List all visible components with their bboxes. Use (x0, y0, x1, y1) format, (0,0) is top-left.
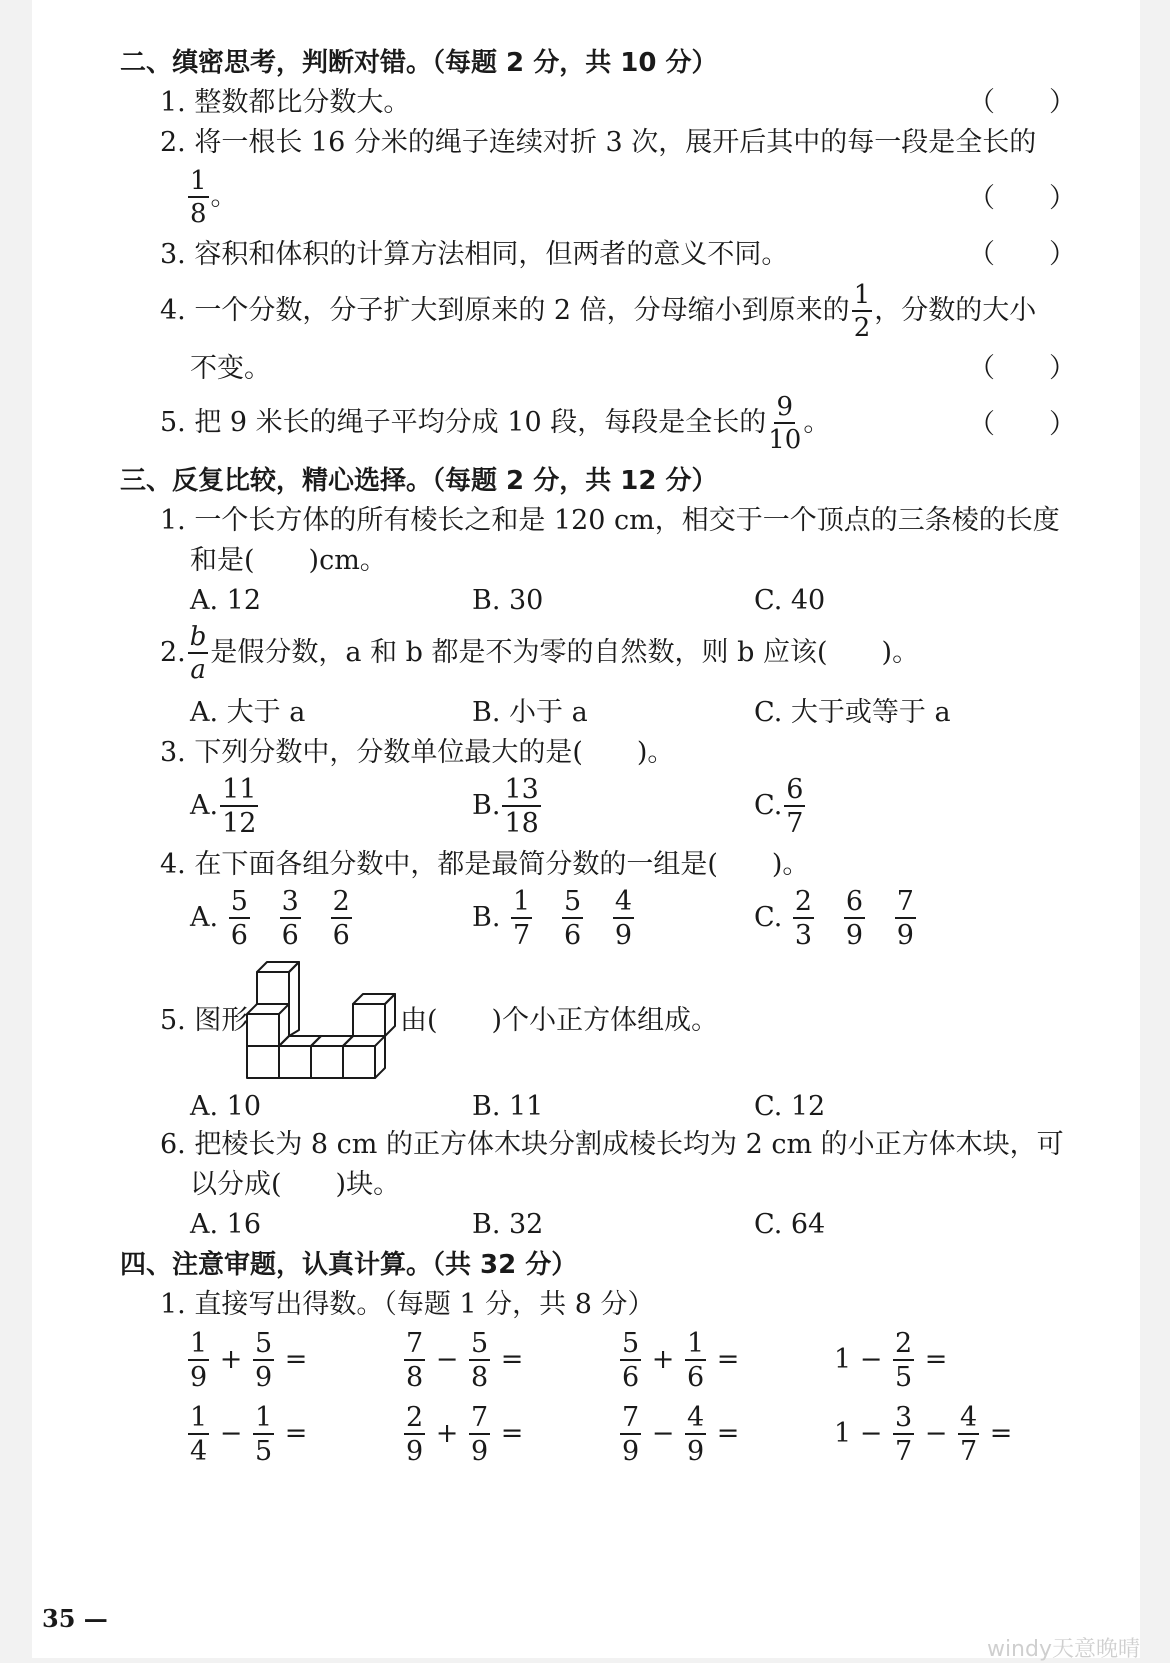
s3-q2-option-c[interactable]: C. 大于或等于 a (754, 697, 951, 728)
s3-q3-option-a[interactable]: A. $\frac{11}{12}$ (190, 774, 257, 839)
s3-q4-option-a[interactable]: A. $\frac{5}{6}$ $\frac{3}{6}$ $\frac{2}{6}$ (190, 886, 350, 951)
s3-q2-option-a[interactable]: A. 大于 a (190, 697, 306, 728)
section-2-heading: 二、缜密思考，判断对错。（每题 2 分，共 10 分） (120, 48, 718, 78)
s3-question-4: 4. 在下面各组分数中，都是最简分数的一组是( )。 (160, 849, 810, 880)
s3-q4-option-c[interactable]: C. $\frac{2}{3}$ $\frac{6}{9}$ $\frac{7}{9}$ (754, 886, 914, 951)
s2-q4-answer-paren[interactable]: （ ） (968, 353, 1076, 384)
s3-q5-option-b[interactable]: B. 11 (472, 1091, 544, 1122)
calc-5-6-plus-1-6: $\frac{5}{6}$ + $\frac{1}{6}$ = (622, 1328, 740, 1393)
s3-q5-option-a[interactable]: A. 10 (190, 1091, 262, 1122)
calc-1-9-plus-5-9: $\frac{1}{9}$ + $\frac{5}{9}$ = (190, 1328, 308, 1393)
s3-q1-option-c[interactable]: C. 40 (754, 585, 826, 616)
fraction: $\frac{11}{12}$ (222, 774, 257, 839)
s3-q2-option-b[interactable]: B. 小于 a (472, 697, 588, 728)
s3-q3-option-c[interactable]: C. $\frac{6}{7}$ (754, 774, 804, 839)
s2-question-4: 4. 一个分数，分子扩大到原来的 2 倍，分母缩小到原来的 $\frac{1}{2}$ ，分数的大小 (160, 280, 1037, 343)
s4-question-1: 1. 直接写出得数。（每题 1 分，共 8 分） (160, 1289, 655, 1320)
s3-q1-option-a[interactable]: A. 12 (190, 585, 262, 616)
s2-question-3: 3. 容积和体积的计算方法相同，但两者的意义不同。 (160, 239, 789, 270)
fraction: $\frac{13}{18}$ (504, 774, 539, 839)
calc-1-minus-3-7-minus-4-7: 1 − $\frac{3}{7}$ − $\frac{4}{7}$ = (834, 1402, 1013, 1467)
section-4-heading: 四、注意审题，认真计算。（共 32 分） (120, 1250, 578, 1280)
s2-q4-continuation: 不变。 (190, 353, 271, 384)
s3-q1-continuation: 和是( )cm。 (190, 545, 387, 576)
s3-q6-option-b[interactable]: B. 32 (472, 1209, 544, 1240)
fraction: $\frac{5}{6}$ (563, 886, 582, 951)
fraction: $\frac{1}{7}$ (513, 886, 531, 951)
fraction: $\frac{3}{6}$ (281, 886, 299, 951)
s2-q1-answer-paren[interactable]: （ ） (968, 87, 1076, 118)
fraction-nine-tenths: $\frac{9}{10}$ (768, 392, 802, 455)
fraction-one-eighth: $\frac{1}{8}$ (190, 166, 207, 229)
s3-question-6: 6. 把棱长为 8 cm 的正方体木块分割成棱长均为 2 cm 的小正方体木块，可 (160, 1129, 1064, 1160)
s3-q6-option-a[interactable]: A. 16 (190, 1209, 262, 1240)
fraction: $\frac{4}{9}$ (614, 886, 633, 951)
calc-1-minus-2-5: 1 − $\frac{2}{5}$ = (834, 1328, 948, 1393)
s3-question-1: 1. 一个长方体的所有棱长之和是 120 cm，相交于一个顶点的三条棱的长度 (160, 505, 1060, 536)
calc-7-9-minus-4-9: $\frac{7}{9}$ − $\frac{4}{9}$ = (622, 1402, 740, 1467)
fraction: $\frac{2}{3}$ (794, 886, 813, 951)
s2-question-5: 5. 把 9 米长的绳子平均分成 10 段，每段是全长的 $\frac{9}{10}$ 。 (160, 392, 831, 455)
fraction: $\frac{7}{9}$ (896, 886, 914, 951)
fraction: $\frac{6}{7}$ (786, 774, 804, 839)
fraction: $\frac{2}{6}$ (332, 886, 350, 951)
s2-q2-fraction-line: $\frac{1}{8}$ 。 (190, 166, 238, 229)
s2-question-2: 2. 将一根长 16 分米的绳子连续对折 3 次，展开后其中的每一段是全长的 (160, 127, 1037, 158)
fraction: $\frac{6}{9}$ (845, 886, 863, 951)
fraction-b-over-a: $\frac{b}{a}$ (189, 622, 207, 685)
s3-question-3: 3. 下列分数中，分数单位最大的是( )。 (160, 737, 675, 768)
s3-question-5-prefix: 5. 图形 (160, 1005, 249, 1036)
section-3-heading: 三、反复比较，精心选择。（每题 2 分，共 12 分） (120, 466, 718, 496)
cube-stack-figure (244, 958, 404, 1082)
page-number: 35 — (42, 1604, 108, 1633)
s2-q5-answer-paren[interactable]: （ ） (968, 409, 1076, 440)
s3-q6-option-c[interactable]: C. 64 (754, 1209, 826, 1240)
calc-1-4-minus-1-5: $\frac{1}{4}$ − $\frac{1}{5}$ = (190, 1402, 308, 1467)
s2-question-1: 1. 整数都比分数大。 (160, 87, 411, 118)
fraction: $\frac{5}{6}$ (230, 886, 248, 951)
s3-question-2: 2. $\frac{b}{a}$ 是假分数，a 和 b 都是不为零的自然数，则 b 应该( )。 (160, 622, 920, 685)
s3-question-5-text: 由( )个小正方体组成。 (400, 1005, 719, 1036)
fraction-one-half: $\frac{1}{2}$ (853, 280, 871, 343)
s3-q1-option-b[interactable]: B. 30 (472, 585, 544, 616)
watermark: windy天意晚晴 (986, 1637, 1140, 1662)
s3-q5-option-c[interactable]: C. 12 (754, 1091, 826, 1122)
s2-q2-answer-paren[interactable]: （ ） (968, 183, 1076, 214)
s2-q3-answer-paren[interactable]: （ ） (968, 239, 1076, 270)
s3-q4-option-b[interactable]: B. $\frac{1}{7}$ $\frac{5}{6}$ $\frac{4}{9}$ (472, 886, 633, 951)
calc-2-9-plus-7-9: $\frac{2}{9}$ + $\frac{7}{9}$ = (406, 1402, 524, 1467)
s3-q3-option-b[interactable]: B. $\frac{13}{18}$ (472, 774, 539, 839)
s3-q6-continuation: 以分成( )块。 (190, 1169, 401, 1200)
calc-7-8-minus-5-8: $\frac{7}{8}$ − $\frac{5}{8}$ = (406, 1328, 524, 1393)
